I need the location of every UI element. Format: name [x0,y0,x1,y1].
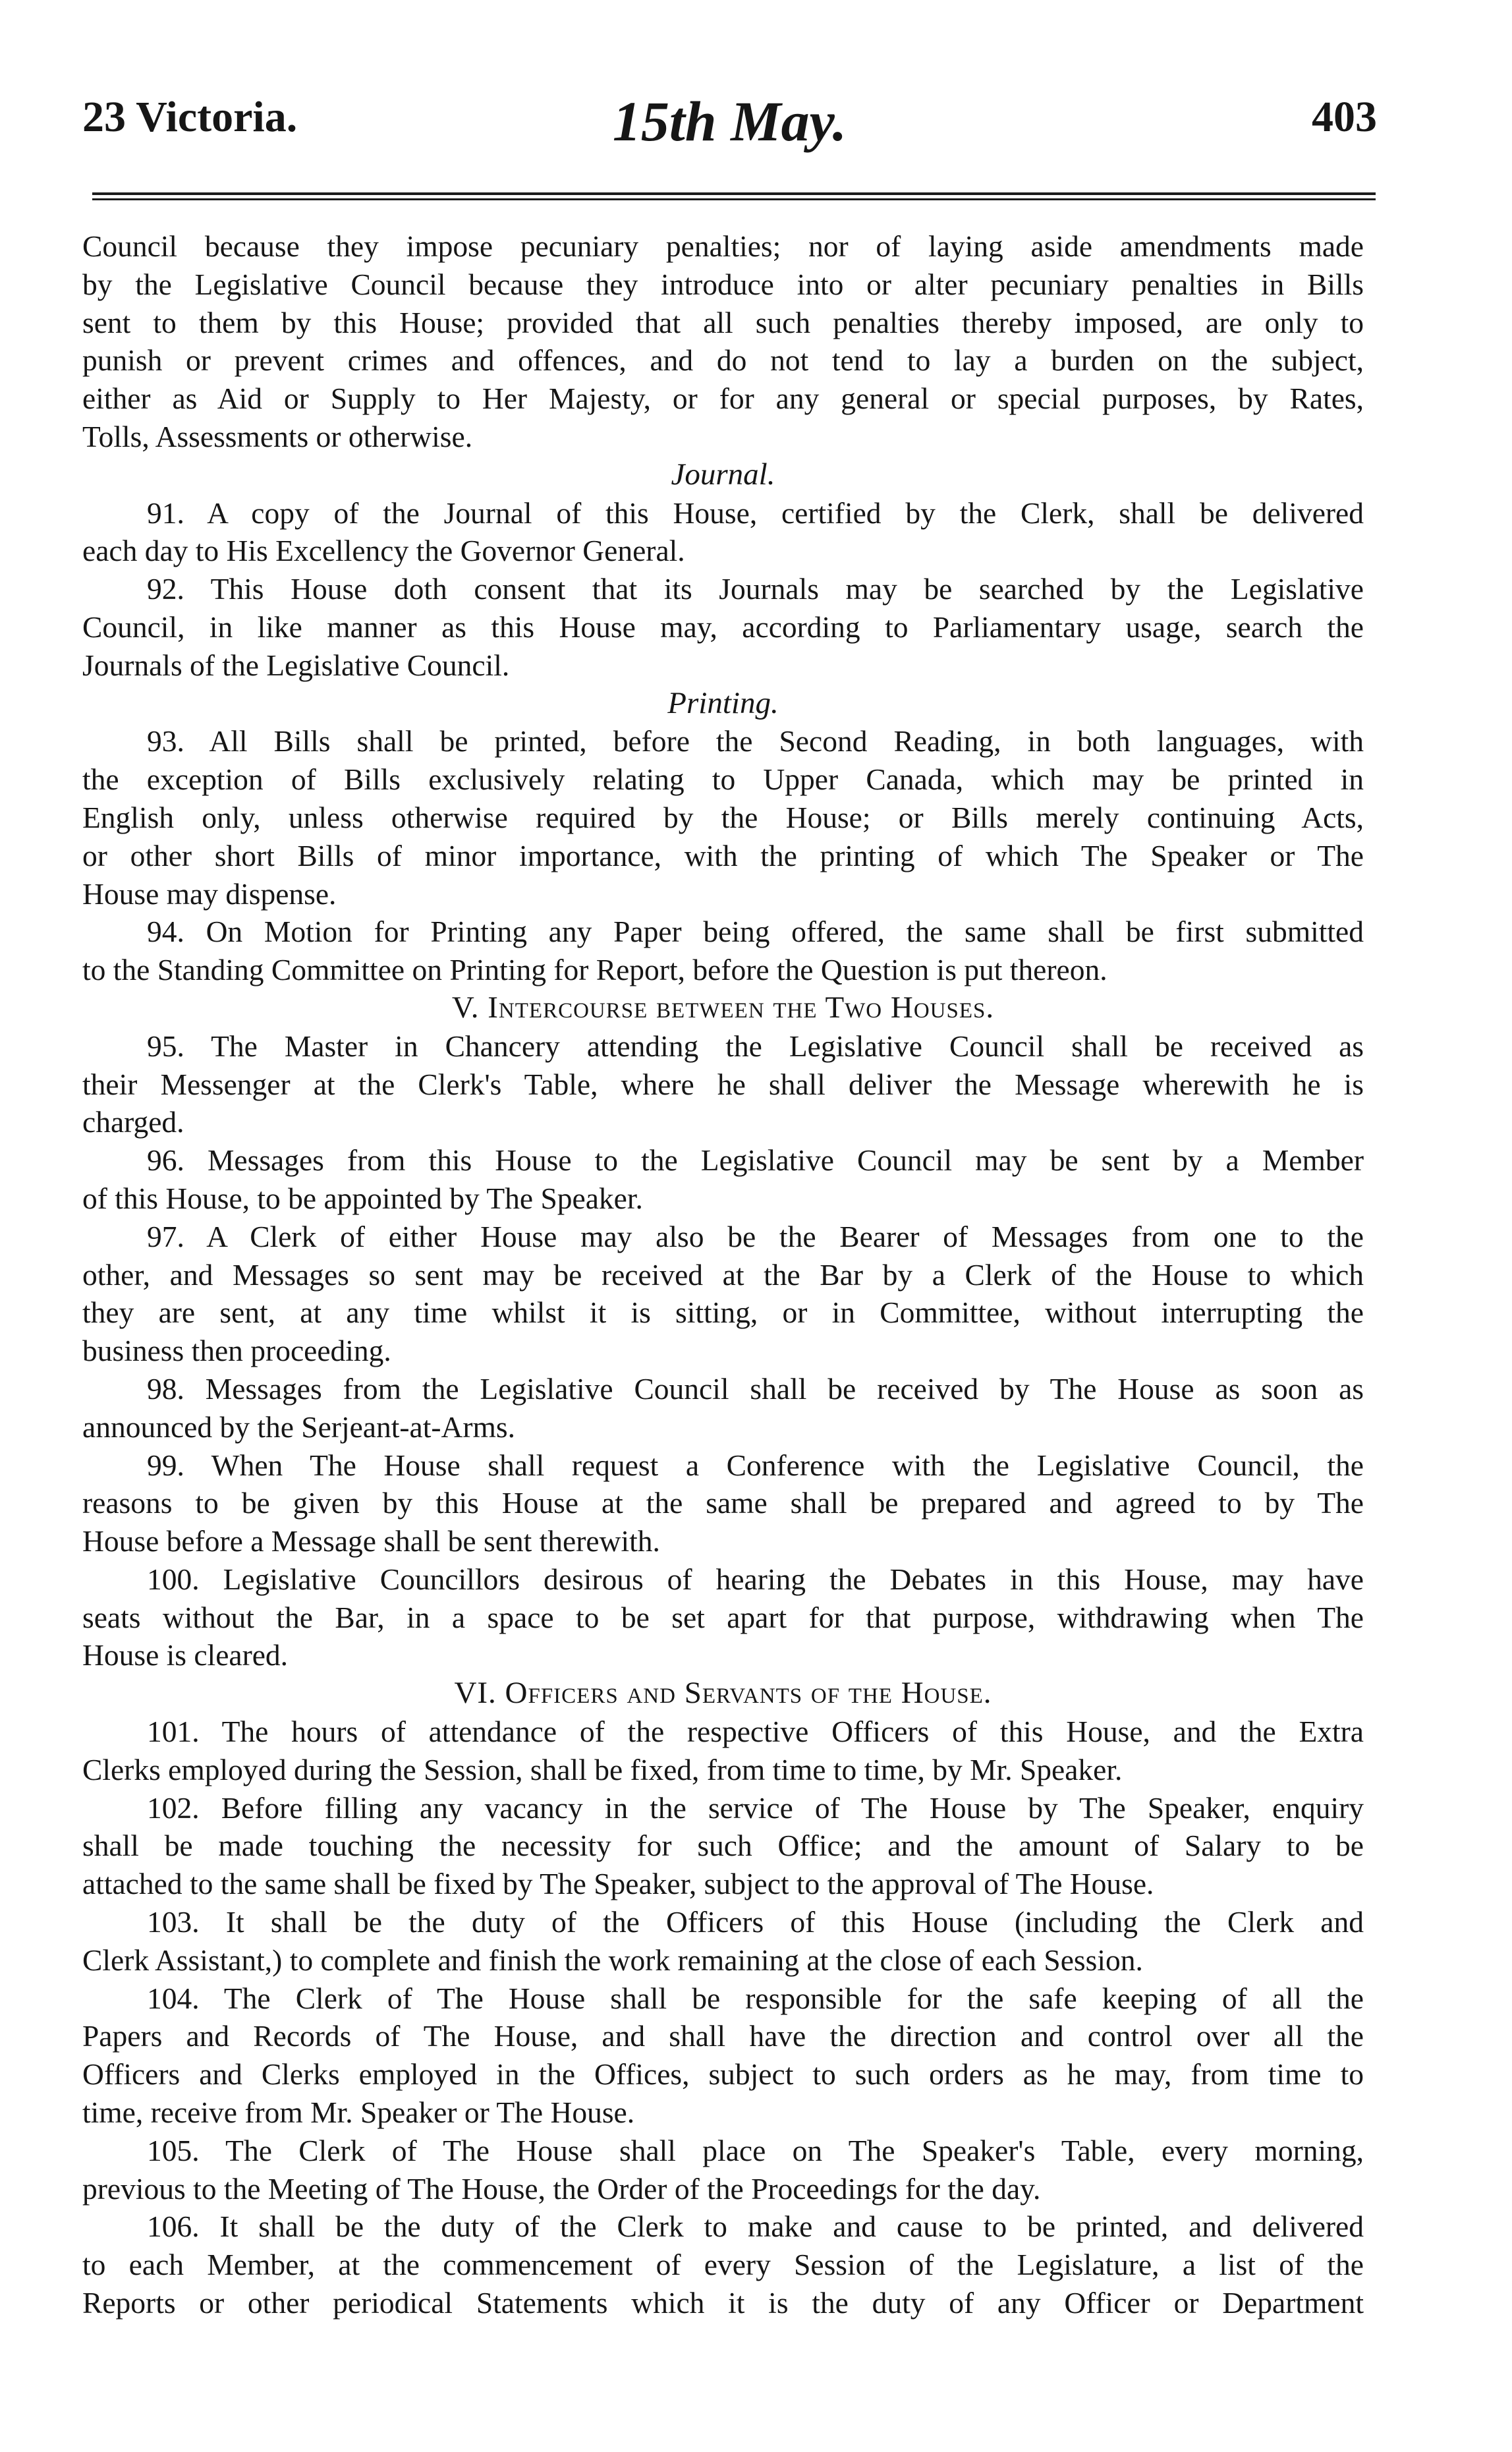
paragraph-first-line: 104. The Clerk of The House shall be responsible for the safe keeping of all the [147,1981,1364,2015]
paragraph-line: shall be made touching the necessity for such Office; and the amount of Salary to be [82,1829,1364,1863]
paragraph-line: business then proceeding. [82,1334,391,1368]
paragraph-line: to the Standing Committee on Printing for Report, before the Question is put thereon. [82,953,1107,987]
paragraph-first-line: 98. Messages from the Legislative Council shall be received by The House as soon as [147,1371,1364,1406]
paragraph-line: reasons to be given by this House at the same shall be prepared and agreed to by The [82,1486,1364,1520]
paragraph-line: House is cleared. [82,1638,289,1672]
page-number: 403 [1312,93,1377,141]
paragraph-line: each day to His Excellency the Governor General. [82,534,685,568]
paragraph-first-line: 101. The hours of attendance of the respective Officers of this House, and the Extra [147,1715,1364,1749]
paragraph-line: to each Member, at the commencement of every Session of the Legislature, a list of the [82,2248,1364,2282]
paragraph-first-line: 96. Messages from this House to the Legislative Council may be sent by a Member [147,1143,1364,1178]
paragraph-line: either as Aid or Supply to Her Majesty, or for any general or special purposes, by Rates, [82,382,1364,416]
paragraph-first-line: 92. This House doth consent that its Journals may be searched by the Legislative [147,572,1364,606]
rule-line-bottom [92,198,1376,200]
paragraph-first-line: 95. The Master in Chancery attending the Legislative Council shall be received as [147,1029,1364,1063]
paragraph-line: attached to the same shall be fixed by The Speaker, subject to the approval of The House. [82,1867,1154,1901]
header-double-rule [92,192,1376,202]
paragraph-first-line: 102. Before filling any vacancy in the service of The House by The Speaker, enquiry [147,1790,1364,1825]
paragraph-line: other, and Messages so sent may be received at the Bar by a Clerk of the House to which [82,1257,1364,1292]
paragraph-line: Clerk Assistant,) to complete and finish the work remaining at the close of each Session. [82,1943,1143,1977]
paragraph-first-line: 105. The Clerk of The House shall place on The Speaker's Table, every morning, [147,2133,1364,2167]
paragraph-line: announced by the Serjeant-at-Arms. [82,1410,515,1444]
paragraph-first-line: Council because they impose pecuniary penalties; nor of laying aside amendments made [82,229,1364,263]
paragraph-line: by the Legislative Council because they introduce into or alter pecuniary penalties in Bills [82,267,1364,301]
paragraph-line: of this House, to be appointed by The Speaker. [82,1181,643,1215]
rule-line-top [92,192,1376,195]
paragraph-line: House before a Message shall be sent therewith. [82,1524,660,1558]
paragraph-line: Officers and Clerks employed in the Offices, subject to such orders as he may, from time to [82,2057,1364,2092]
paragraph-line: House may dispense. [82,876,337,911]
paragraph-first-line: 106. It shall be the duty of the Clerk to make and cause to be printed, and delivered [147,2210,1364,2244]
subsection-heading: Journal. [671,457,775,492]
paragraph-line: Papers and Records of The House, and shall have the direction and control over all the [82,2019,1364,2053]
paragraph-first-line: 103. It shall be the duty of the Officers of this House (including the Clerk and [147,1905,1364,1939]
paragraph-line: Clerks employed during the Session, shall be fixed, from time to time, by Mr. Speaker. [82,1752,1123,1786]
paragraph-line: time, receive from Mr. Speaker or The House. [82,2096,635,2130]
paragraph-line: or other short Bills of minor importance, with the printing of which The Speaker or The [82,838,1364,872]
paragraph-line: they are sent, at any time whilst it is sitting, or in Committee, without interrupting the [82,1296,1364,1330]
paragraph-line: Tolls, Assessments or otherwise. [82,419,473,453]
paragraph-line: previous to the Meeting of The House, the Order of the Proceedings for the day. [82,2171,1041,2206]
header-date: 15th May. [612,90,847,153]
section-heading: V. Intercourse between the Two Houses. [451,990,995,1025]
paragraph-first-line: 97. A Clerk of either House may also be the Bearer of Messages from one to the [147,1219,1364,1253]
paragraph-line: seats without the Bar, in a space to be set apart for that purpose, withdrawing when The [82,1600,1364,1634]
running-header [82,92,1377,158]
paragraph-first-line: 99. When The House shall request a Conference with the Legislative Council, the [147,1448,1364,1482]
header-volume: 23 Victoria. [82,93,298,141]
paragraph-line: the exception of Bills exclusively relating to Upper Canada, which may be printed in [82,762,1364,797]
subsection-heading: Printing. [667,685,779,720]
paragraph-line: Reports or other periodical Statements which it is the duty of any Officer or Department [82,2286,1364,2320]
paragraph-line: English only, unless otherwise required by the House; or Bills merely continuing Acts, [82,800,1364,834]
page-body [82,227,1364,2322]
paragraph-line: sent to them by this House; provided that all such penalties thereby imposed, are only to [82,305,1364,339]
paragraph-first-line: 94. On Motion for Printing any Paper being offered, the same shall be first submitted [147,915,1364,949]
paragraph-line: charged. [82,1105,184,1139]
paragraph-first-line: 93. All Bills shall be printed, before the Second Reading, in both languages, with [147,724,1364,758]
paragraph-line: Journals of the Legislative Council. [82,648,510,682]
paragraph-line: their Messenger at the Clerk's Table, where he shall deliver the Message wherewith he is [82,1067,1364,1101]
paragraph-line: Council, in like manner as this House may, according to Parliamentary usage, search the [82,610,1364,644]
section-heading: VI. Officers and Servants of the House. [454,1676,992,1711]
paragraph-line: punish or prevent crimes and offences, and do not tend to lay a burden on the subject, [82,343,1364,378]
paragraph-first-line: 91. A copy of the Journal of this House, certified by the Clerk, shall be delivered [147,496,1364,530]
paragraph-first-line: 100. Legislative Councillors desirous of hearing the Debates in this House, may have [147,1562,1364,1596]
